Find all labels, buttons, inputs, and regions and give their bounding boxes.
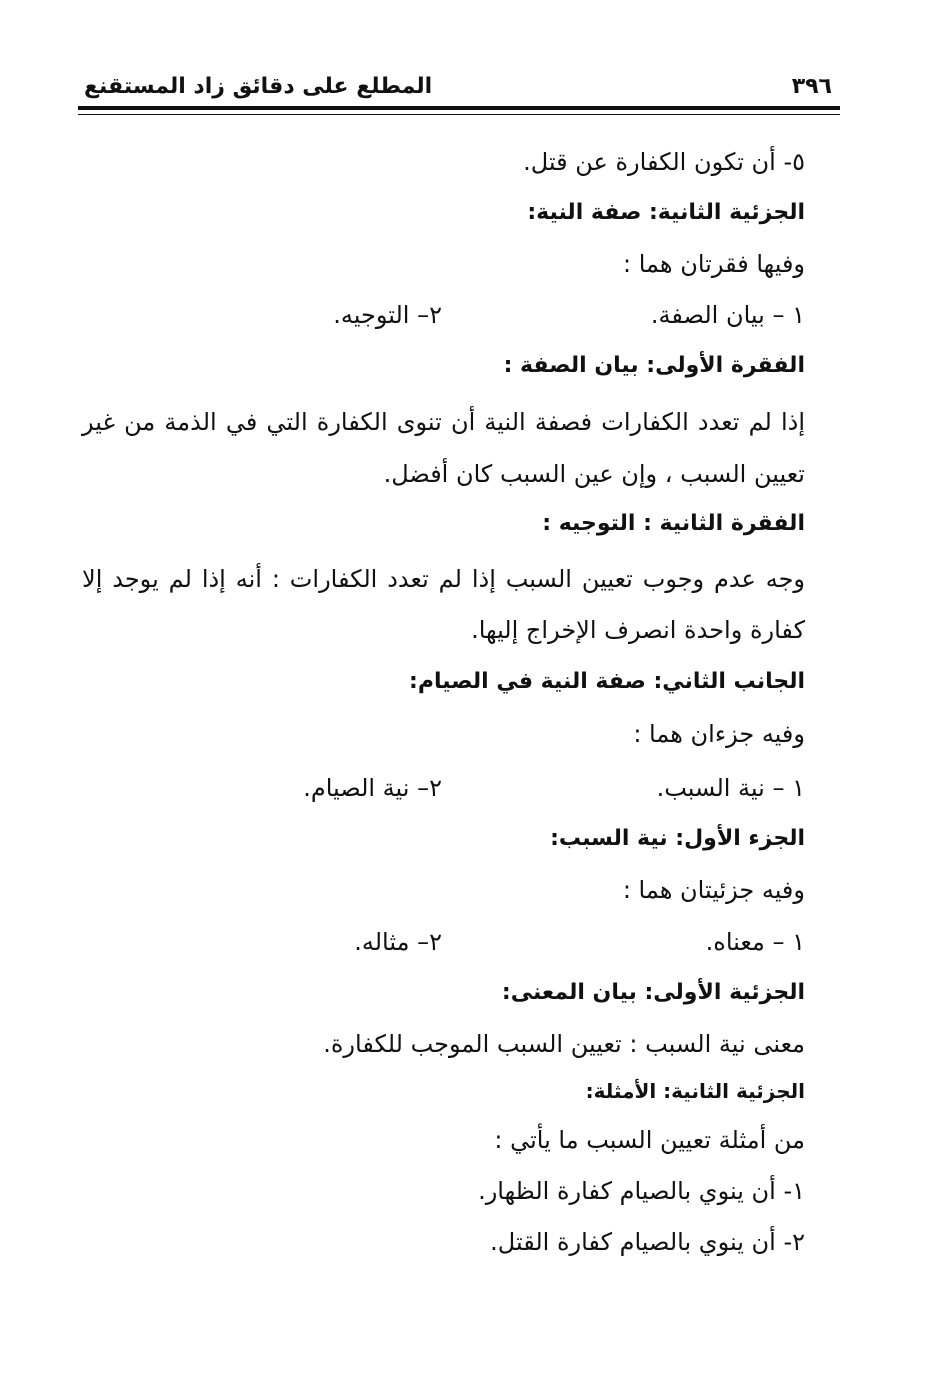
- paragraph-line: كفارة واحدة انصرف الإخراج إليها.: [471, 616, 805, 644]
- paragraph: وفيه جزئيتان هما :: [622, 876, 805, 904]
- section-heading: الجزئية الثانية: الأمثلة:: [585, 1079, 805, 1103]
- section-heading: الجزئية الأولى: بيان المعنى:: [501, 980, 805, 1005]
- section-heading: الجانب الثاني: صفة النية في الصيام:: [409, 669, 805, 694]
- paragraph-line: إذا لم تعدد الكفارات فصفة النية أن تنوى الكفارة التي في الذمة من غير: [82, 408, 805, 436]
- paragraph-line: وجه عدم وجوب تعيين السبب إذا لم تعدد الكفارات : أنه إذا لم يوجد إلا: [82, 565, 805, 593]
- section-heading: الجزئية الثانية: صفة النية:: [527, 200, 805, 225]
- list-item-5: ٥- أن تكون الكفارة عن قتل.: [523, 148, 805, 176]
- list-item: ٢– نية الصيام.: [303, 774, 442, 802]
- section-heading: الفقرة الثانية : التوجيه :: [542, 511, 805, 536]
- paragraph: معنى نية السبب : تعيين السبب الموجب للكفارة.: [323, 1030, 805, 1058]
- page-number: ٣٩٦: [791, 74, 832, 99]
- list-item: ١ – نية السبب.: [656, 774, 805, 802]
- paragraph: من أمثلة تعيين السبب ما يأتي :: [494, 1126, 805, 1154]
- list-item: ١ – بيان الصفة.: [650, 301, 805, 329]
- paragraph-line: تعيين السبب ، وإن عين السبب كان أفضل.: [383, 460, 805, 488]
- example-item: ١- أن ينوي بالصيام كفارة الظهار.: [478, 1177, 805, 1205]
- header-rule-thick: [78, 106, 840, 110]
- list-item: ١ – معناه.: [705, 928, 805, 956]
- list-item: ٢– التوجيه.: [333, 301, 442, 329]
- list-item: ٢– مثاله.: [354, 928, 442, 956]
- example-item: ٢- أن ينوي بالصيام كفارة القتل.: [490, 1228, 805, 1256]
- paragraph: وفيها فقرتان هما :: [623, 250, 805, 278]
- book-title: المطلع على دقائق زاد المستقنع: [84, 74, 433, 99]
- header-rule-thin: [78, 114, 840, 115]
- section-heading: الجزء الأول: نية السبب:: [550, 826, 805, 851]
- section-heading: الفقرة الأولى: بيان الصفة :: [503, 353, 805, 378]
- paragraph: وفيه جزءان هما :: [633, 720, 805, 748]
